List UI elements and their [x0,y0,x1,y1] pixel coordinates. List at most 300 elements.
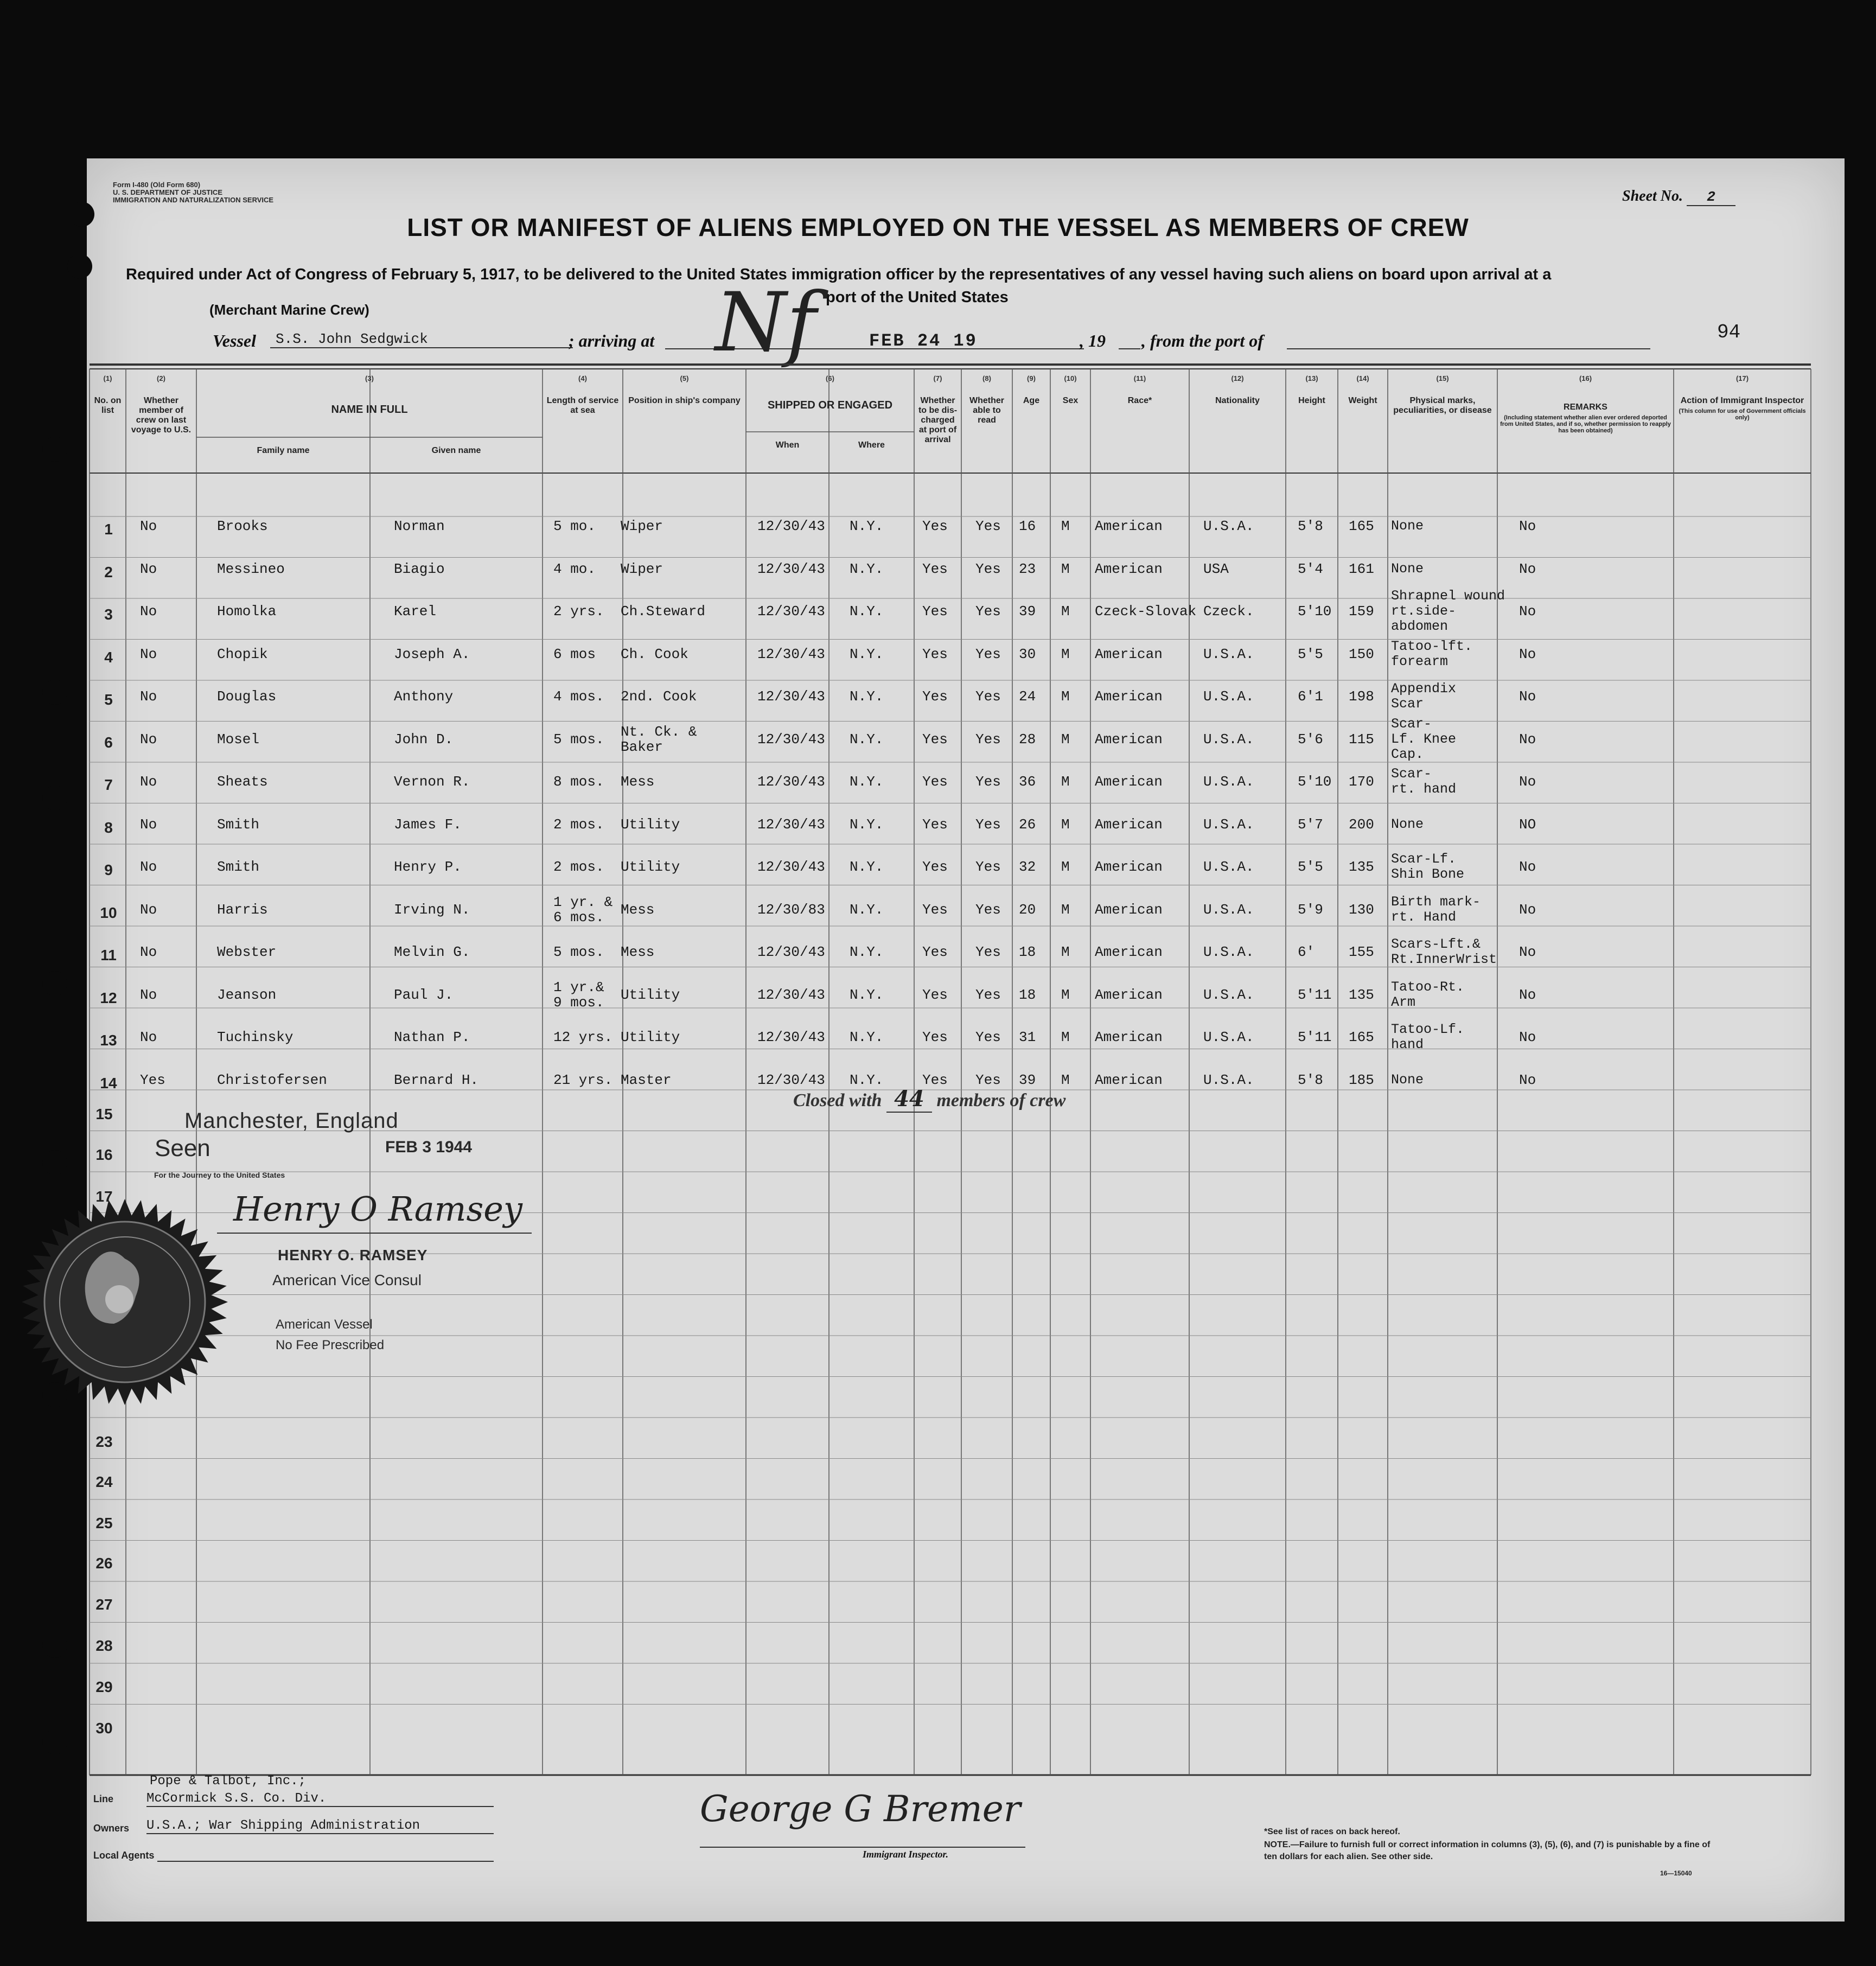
family-name: Chopik [217,646,268,662]
remarks: No [1519,944,1536,960]
race: American [1095,816,1163,833]
prev-voyage: Yes [140,1071,165,1088]
given-name: Irving N. [394,901,470,918]
weight: 165 [1349,518,1374,534]
sex: M [1061,646,1070,662]
age: 18 [1019,944,1036,960]
shipped-where: N.Y. [850,603,884,620]
position: Ch. Cook [621,646,688,662]
service: IMMIGRATION AND NATURALIZATION SERVICE [113,196,274,204]
shipped-when: 12/30/43 [757,816,825,833]
family-name: Christofersen [217,1071,327,1088]
prev-voyage: No [140,1029,157,1045]
remarks: No [1519,731,1536,748]
weight: 200 [1349,816,1374,833]
shipped-where: N.Y. [850,646,884,662]
height: 5'11 [1298,1029,1332,1045]
service-length: 1 yr.& 9 mos. [553,979,604,1011]
from-port-label: , from the port of [1141,331,1264,350]
weight: 185 [1349,1071,1374,1088]
position: Utility [621,986,680,1003]
column-number: (10) [1064,374,1077,382]
consul-date: FEB 3 1944 [385,1138,473,1156]
consul-journey: For the Journey to the United States [154,1171,285,1179]
prev-voyage: No [140,603,157,620]
sex: M [1061,986,1070,1003]
column-header: Position in ship's company [628,396,741,405]
where-header: Where [858,441,885,450]
shipped-where: N.Y. [850,944,884,960]
given-name: Karel [394,603,437,620]
shipped-where: N.Y. [850,774,884,790]
age: 39 [1019,603,1036,620]
race: American [1095,518,1163,534]
prev-voyage: No [140,816,157,833]
family-name-header: Family name [257,446,310,455]
able-to-read: Yes [975,774,1001,790]
shipped-where: N.Y. [850,816,884,833]
nationality: U.S.A. [1203,944,1254,960]
height: 5'10 [1298,774,1332,790]
sex: M [1061,1071,1070,1088]
shipped-when: 12/30/83 [757,901,825,918]
service-length: 5 mo. [553,518,596,534]
height: 5'5 [1298,646,1323,662]
able-to-read: Yes [975,859,1001,875]
nationality: U.S.A. [1203,731,1254,748]
position: Mess [621,944,655,960]
arriving-label: ; arriving at [569,331,655,350]
prev-voyage: No [140,859,157,875]
column-header: Action of Immigrant Inspector [1680,396,1804,405]
age: 18 [1019,986,1036,1003]
race: American [1095,944,1163,960]
inspector-label: Immigrant Inspector. [863,1849,949,1860]
weight: 115 [1349,731,1374,748]
physical-marks: Scar-Lf. Shin Bone [1391,851,1465,882]
nationality: U.S.A. [1203,688,1254,705]
physical-marks: None [1391,560,1424,577]
closing-suffix: members of crew [936,1090,1066,1110]
remarks: No [1519,986,1536,1003]
height: 5'10 [1298,603,1332,620]
prev-voyage: No [140,731,157,748]
physical-marks: Scars-Lft.& Rt.InnerWrist [1391,936,1497,967]
row-number: 6 [104,733,113,751]
shipped-when: 12/30/43 [757,1029,825,1045]
weight: 130 [1349,901,1374,918]
age: 31 [1019,1029,1036,1045]
row-number: 10 [100,904,117,921]
able-to-read: Yes [975,816,1001,833]
column-number: (11) [1133,374,1146,382]
owners-value: U.S.A.; War Shipping Administration [146,1818,494,1834]
shipped-when: 12/30/43 [757,518,825,534]
discharged: Yes [922,603,948,620]
form-number: Form I-480 (Old Form 680) [113,181,201,189]
column-number: (9) [1027,374,1036,382]
service-length: 5 mos. [553,944,604,960]
weight: 161 [1349,560,1374,577]
family-name: Messineo [217,560,285,577]
given-name-header: Given name [431,446,481,455]
remarks: No [1519,560,1536,577]
shipped-where: N.Y. [850,986,884,1003]
position: Master [621,1071,672,1088]
row-number: 23 [95,1433,113,1450]
row-number: 13 [100,1032,117,1049]
height: 5'5 [1298,859,1323,875]
consul-signature: Henry O Ramsey [233,1189,522,1229]
discharged: Yes [922,944,948,960]
shipped-where: N.Y. [850,1029,884,1045]
page-number: 94 [1717,321,1741,343]
line-value-1: Pope & Talbot, Inc.; [150,1774,307,1789]
physical-marks: None [1391,1071,1424,1088]
column-note: (Including statement whether alien ever ordered deported from United States, and if so, whether permission to reapply has been obtained) [1500,414,1671,434]
row-number: 3 [104,606,113,623]
physical-marks: Scar- rt. hand [1391,766,1457,797]
height: 5'11 [1298,986,1332,1003]
consul-city: Manchester, England [184,1109,399,1133]
height: 5'4 [1298,560,1323,577]
agents-line [157,1861,494,1862]
remarks: NO [1519,816,1536,833]
consul-title: American Vice Consul [272,1272,422,1288]
given-name: Biagio [394,560,445,577]
discharged: Yes [922,560,948,577]
row-number: 29 [95,1678,113,1695]
shipped-when: 12/30/43 [757,560,825,577]
sheet-value: 2 [1687,189,1735,206]
remarks: No [1519,603,1536,620]
column-header: Whether member of crew on last voyage to U.S. [131,396,192,435]
weight: 150 [1349,646,1374,662]
family-name: Douglas [217,688,277,705]
remarks: No [1519,1029,1536,1045]
remarks: No [1519,646,1536,662]
age: 23 [1019,560,1036,577]
physical-marks: Tatoo-Rt. Arm [1391,979,1465,1010]
family-name: Harris [217,901,268,918]
row-number: 11 [100,947,117,963]
column-number: (8) [982,374,991,382]
race: American [1095,1029,1163,1045]
inspector-signature-line [700,1847,1025,1848]
shipped-where: N.Y. [850,1071,884,1088]
able-to-read: Yes [975,944,1001,960]
position: Utility [621,859,680,875]
able-to-read: Yes [975,1071,1001,1088]
position: Mess [621,901,655,918]
nationality: U.S.A. [1203,1029,1254,1045]
physical-marks: Birth mark- rt. Hand [1391,893,1481,925]
shipped-where: N.Y. [850,688,884,705]
discharged: Yes [922,646,948,662]
shipped-where: N.Y. [850,560,884,577]
seal-icon [22,1188,233,1416]
able-to-read: Yes [975,901,1001,918]
race: American [1095,688,1163,705]
row-number: 2 [104,563,113,580]
row-number: 8 [104,819,113,836]
owners-label: Owners [93,1823,130,1834]
column-header: No. on list [94,396,122,415]
row-number: 5 [104,691,113,708]
column-number: (2) [157,374,165,382]
sex: M [1061,731,1070,748]
age: 39 [1019,1071,1036,1088]
row-number: 4 [104,648,113,666]
sex: M [1061,518,1070,534]
column-number: (3) [365,374,374,382]
shipped-where: N.Y. [850,859,884,875]
sex: M [1061,603,1070,620]
discharged: Yes [922,859,948,875]
remarks: No [1519,901,1536,918]
shipped-when: 12/30/43 [757,646,825,662]
shipped-when: 12/30/43 [757,1071,825,1088]
given-name: Vernon R. [394,774,470,790]
prev-voyage: No [140,774,157,790]
shipped-when: 12/30/43 [757,603,825,620]
vessel-note: American Vessel [276,1317,373,1332]
row-number: 17 [95,1188,113,1205]
consul-name: HENRY O. RAMSEY [278,1247,428,1263]
service-length: 2 mos. [553,859,604,875]
able-to-read: Yes [975,560,1001,577]
closing-prefix: Closed with [793,1090,882,1110]
arrival-date-stamp: FEB 24 19 [869,331,978,351]
column-number: (5) [680,374,689,382]
race: American [1095,901,1163,918]
position: Utility [621,1029,680,1045]
position: Utility [621,816,680,833]
service-length: 2 mos. [553,816,604,833]
closing-note [793,1086,1065,1113]
race: American [1095,646,1163,662]
remarks: No [1519,688,1536,705]
nationality: USA [1203,560,1229,577]
given-name: Joseph A. [394,646,470,662]
row-number: 1 [104,521,113,538]
height: 5'6 [1298,731,1323,748]
position: 2nd. Cook [621,688,697,705]
family-name: Webster [217,944,277,960]
discharged: Yes [922,901,948,918]
able-to-read: Yes [975,688,1001,705]
inspector-signature: George G Bremer [700,1788,1021,1830]
prev-voyage: No [140,901,157,918]
shipped-where: N.Y. [850,901,884,918]
sex: M [1061,944,1070,960]
service-length: 8 mos. [553,774,604,790]
race: American [1095,986,1163,1003]
column-number: (14) [1356,374,1369,382]
able-to-read: Yes [975,986,1001,1003]
crew-type: (Merchant Marine Crew) [209,302,369,318]
given-name: Melvin G. [394,944,470,960]
nationality: U.S.A. [1203,1071,1254,1088]
given-name: Norman [394,518,445,534]
weight: 198 [1349,688,1374,705]
height: 5'9 [1298,901,1323,918]
fine-note: NOTE.—Failure to furnish full or correct information in columns (3), (5), (6), and (7) is punishable by a fine of ten dollars for each alien. See other side. [1264,1840,1711,1861]
consular-seal [22,1188,233,1416]
able-to-read: Yes [975,646,1001,662]
column-header: REMARKS [1564,403,1607,412]
row-number: 9 [104,861,113,878]
age: 28 [1019,731,1036,748]
service-length: 21 yrs. [553,1071,613,1088]
race: American [1095,731,1163,748]
physical-marks: Scar- Lf. Knee Cap. [1391,716,1457,762]
requirement-line-2: port of the United States [826,289,1009,306]
nationality: U.S.A. [1203,518,1254,534]
family-name: Jeanson [217,986,277,1003]
physical-marks: Tatoo-lft. forearm [1391,638,1473,669]
service-length: 4 mos. [553,688,604,705]
prev-voyage: No [140,986,157,1003]
given-name: Nathan P. [394,1029,470,1045]
weight: 155 [1349,944,1374,960]
discharged: Yes [922,986,948,1003]
nationality: U.S.A. [1203,901,1254,918]
discharged: Yes [922,688,948,705]
remarks: No [1519,518,1536,534]
family-name: Mosel [217,731,260,748]
age: 32 [1019,859,1036,875]
discharged: Yes [922,774,948,790]
column-header: Length of service at sea [546,396,619,415]
remarks: No [1519,859,1536,875]
age: 20 [1019,901,1036,918]
column-number: (6) [826,374,834,382]
discharged: Yes [922,518,948,534]
height: 5'8 [1298,1071,1323,1088]
service-length: 6 mos [553,646,596,662]
given-name: James F. [394,816,462,833]
agents-label: Local Agents [93,1850,155,1861]
discharged: Yes [922,1071,948,1088]
sex: M [1061,816,1070,833]
prev-voyage: No [140,560,157,577]
physical-marks: None [1391,518,1424,534]
row-number: 7 [104,776,113,793]
service-length: 4 mo. [553,560,596,577]
nationality: U.S.A. [1203,646,1254,662]
position: Wiper [621,518,663,534]
race: American [1095,1071,1163,1088]
position: Mess [621,774,655,790]
weight: 170 [1349,774,1374,790]
discharged: Yes [922,1029,948,1045]
weight: 159 [1349,603,1374,620]
given-name: Paul J. [394,986,454,1003]
column-header: Whether to be dis-charged at port of arrival [918,396,958,444]
shipped-where: N.Y. [850,731,884,748]
prev-voyage: No [140,518,157,534]
race: American [1095,774,1163,790]
age: 16 [1019,518,1036,534]
height: 5'7 [1298,816,1323,833]
shipped-when: 12/30/43 [757,986,825,1003]
physical-marks: Appendix Scar [1391,681,1457,712]
sex: M [1061,901,1070,918]
row-number: 15 [95,1106,113,1122]
sex: M [1061,859,1070,875]
line-label: Line [93,1793,114,1804]
weight: 135 [1349,859,1374,875]
column-number: (7) [933,374,942,382]
position: Nt. Ck. & Baker [621,723,697,755]
shipped-when: 12/30/43 [757,688,825,705]
remarks: No [1519,774,1536,790]
race: American [1095,560,1163,577]
service-length: 5 mos. [553,731,604,748]
closing-count: 44 [886,1086,932,1113]
age: 36 [1019,774,1036,790]
column-number: (12) [1231,374,1244,382]
row-number: 16 [95,1146,113,1163]
age: 30 [1019,646,1036,662]
able-to-read: Yes [975,603,1001,620]
column-header: Height [1298,396,1325,405]
races-note: *See list of races on back hereof. [1264,1827,1400,1836]
able-to-read: Yes [975,1029,1001,1045]
position: Wiper [621,560,663,577]
when-header: When [775,441,800,450]
sex: M [1061,774,1070,790]
shipped-when: 12/30/43 [757,731,825,748]
column-number: (4) [578,374,587,382]
family-name: Brooks [217,518,268,534]
row-number: 12 [100,989,117,1006]
column-header: Weight [1348,396,1377,405]
nationality: U.S.A. [1203,859,1254,875]
service-length: 12 yrs. [553,1029,613,1045]
column-header: Nationality [1215,396,1260,405]
height: 6' [1298,944,1315,960]
weight: 135 [1349,986,1374,1003]
shipped-when: 12/30/43 [757,859,825,875]
row-number: 14 [100,1074,117,1091]
column-number: (1) [103,374,112,382]
row-number: 26 [95,1555,113,1572]
family-name: Smith [217,859,260,875]
given-name: Bernard H. [394,1071,479,1088]
arrival-port-initials: Nf [715,276,816,370]
vessel-value: S.S. John Sedgwick [270,331,573,348]
remarks: No [1519,1071,1536,1088]
shipped-when: 12/30/43 [757,774,825,790]
discharged: Yes [922,816,948,833]
age: 24 [1019,688,1036,705]
able-to-read: Yes [975,731,1001,748]
row-number: 30 [95,1720,113,1737]
column-number: (13) [1305,374,1318,382]
column-note: (This column for use of Government officials only) [1679,408,1806,421]
nationality: U.S.A. [1203,816,1254,833]
sex: M [1061,560,1070,577]
family-name: Homolka [217,603,277,620]
prev-voyage: No [140,688,157,705]
family-name: Tuchinsky [217,1029,293,1045]
row-number: 28 [95,1637,113,1654]
department: U. S. DEPARTMENT OF JUSTICE [113,188,222,196]
physical-marks: None [1391,816,1424,832]
given-name: Henry P. [394,859,462,875]
